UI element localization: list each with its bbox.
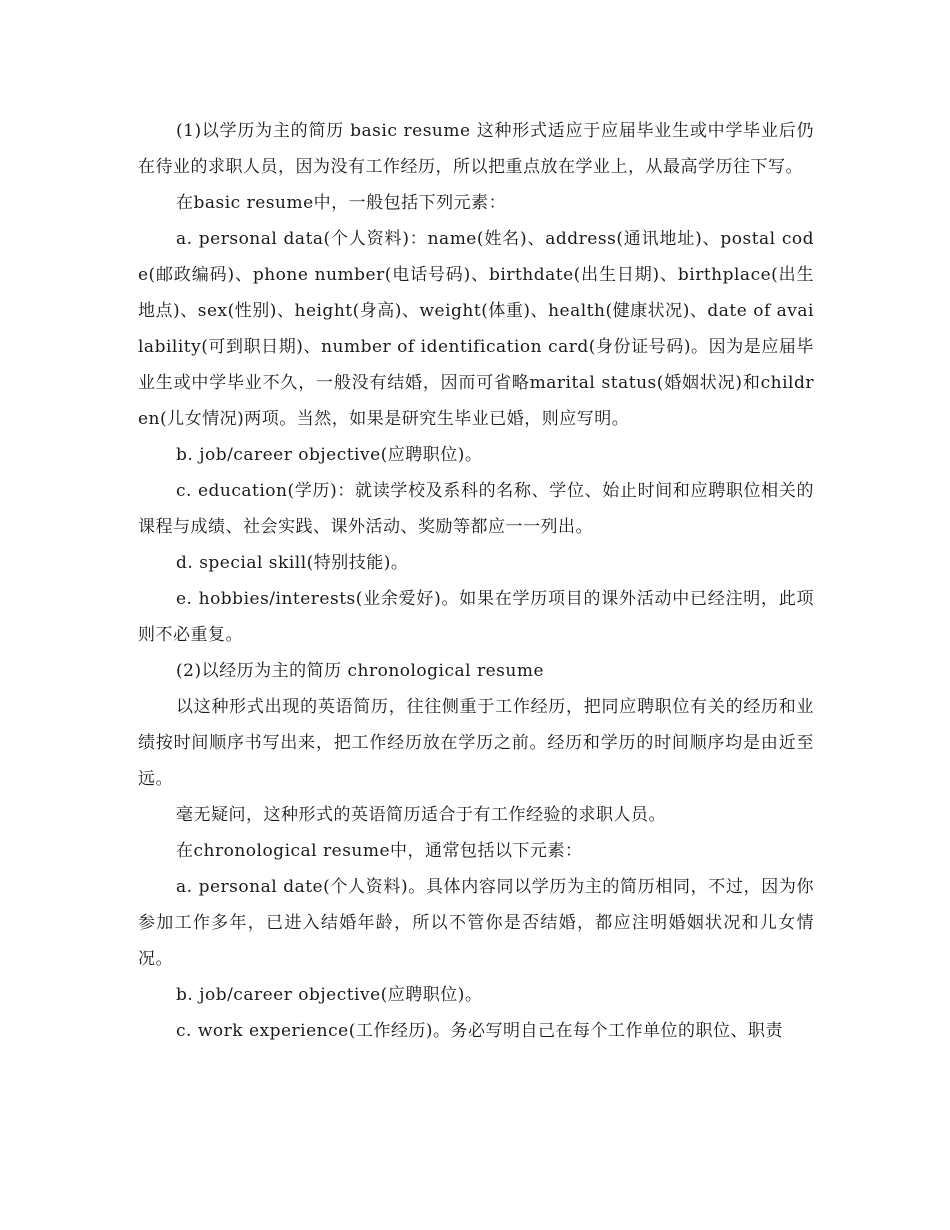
paragraph-basic-resume-elements: 在basic resume中，一般包括下列元素：	[176, 193, 507, 213]
paragraph-chronological-elements: 在chronological resume中，通常包括以下元素：	[176, 841, 583, 861]
paragraph-personal-date: a. personal date(个人资料)。具体内容同以学历为主的简历相同，不过，因为你参加工作多年，已进入结婚年龄，所以不管你是否结婚，都应注明婚姻状况和儿女情况。	[138, 877, 814, 969]
paragraph-job-objective: b. job/career objective(应聘职位)。	[176, 445, 483, 465]
paragraph-chronological-intro: 以这种形式出现的英语简历，往往侧重于工作经历，把同应聘职位有关的经历和业绩按时间顺序书写出来，把工作经历放在学历之前。经历和学历的时间顺序均是由近至远。	[138, 697, 814, 789]
paragraph-work-experience: c. work experience(工作经历)。务必写明自己在每个工作单位的职位、职责	[176, 1021, 783, 1041]
paragraph-job-objective-2: b. job/career objective(应聘职位)。	[176, 985, 483, 1005]
document-body	[138, 113, 814, 1049]
paragraph-suitability: 毫无疑问，这种形式的英语简历适合于有工作经验的求职人员。	[176, 805, 666, 825]
paragraph-education: c. education(学历)：就读学校及系科的名称、学位、始止时间和应聘职位相关的课程与成绩、社会实践、课外活动、奖励等都应一一列出。	[138, 481, 814, 537]
paragraph-special-skill: d. special skill(特别技能)。	[176, 553, 409, 573]
paragraph-chronological-heading: (2)以经历为主的简历 chronological resume	[176, 661, 545, 681]
paragraph-hobbies: e. hobbies/interests(业余爱好)。如果在学历项目的课外活动中已经注明，此项则不必重复。	[138, 589, 814, 645]
paragraph-personal-data: a. personal data(个人资料)：name(姓名)、address(通讯地址)、postal code(邮政编码)、phone number(电话号码)、birthdate(出生日期)、birthplace(出生地点)、sex(性别)、height(身高)、weight(体重)、health(健康状况)、date of availability(可到职日期)、number of identification card(身份证号码)。因为是应届毕业生或中学毕业不久，一般没有结婚，因而可省略marital status(婚姻状况)和children(儿女情况)两项。当然，如果是研究生毕业已婚，则应写明。	[138, 229, 814, 429]
paragraph-basic-resume-intro: (1)以学历为主的简历 basic resume 这种形式适应于应届毕业生或中学毕业后仍在待业的求职人员，因为没有工作经历，所以把重点放在学业上，从最高学历往下写。	[138, 121, 814, 177]
